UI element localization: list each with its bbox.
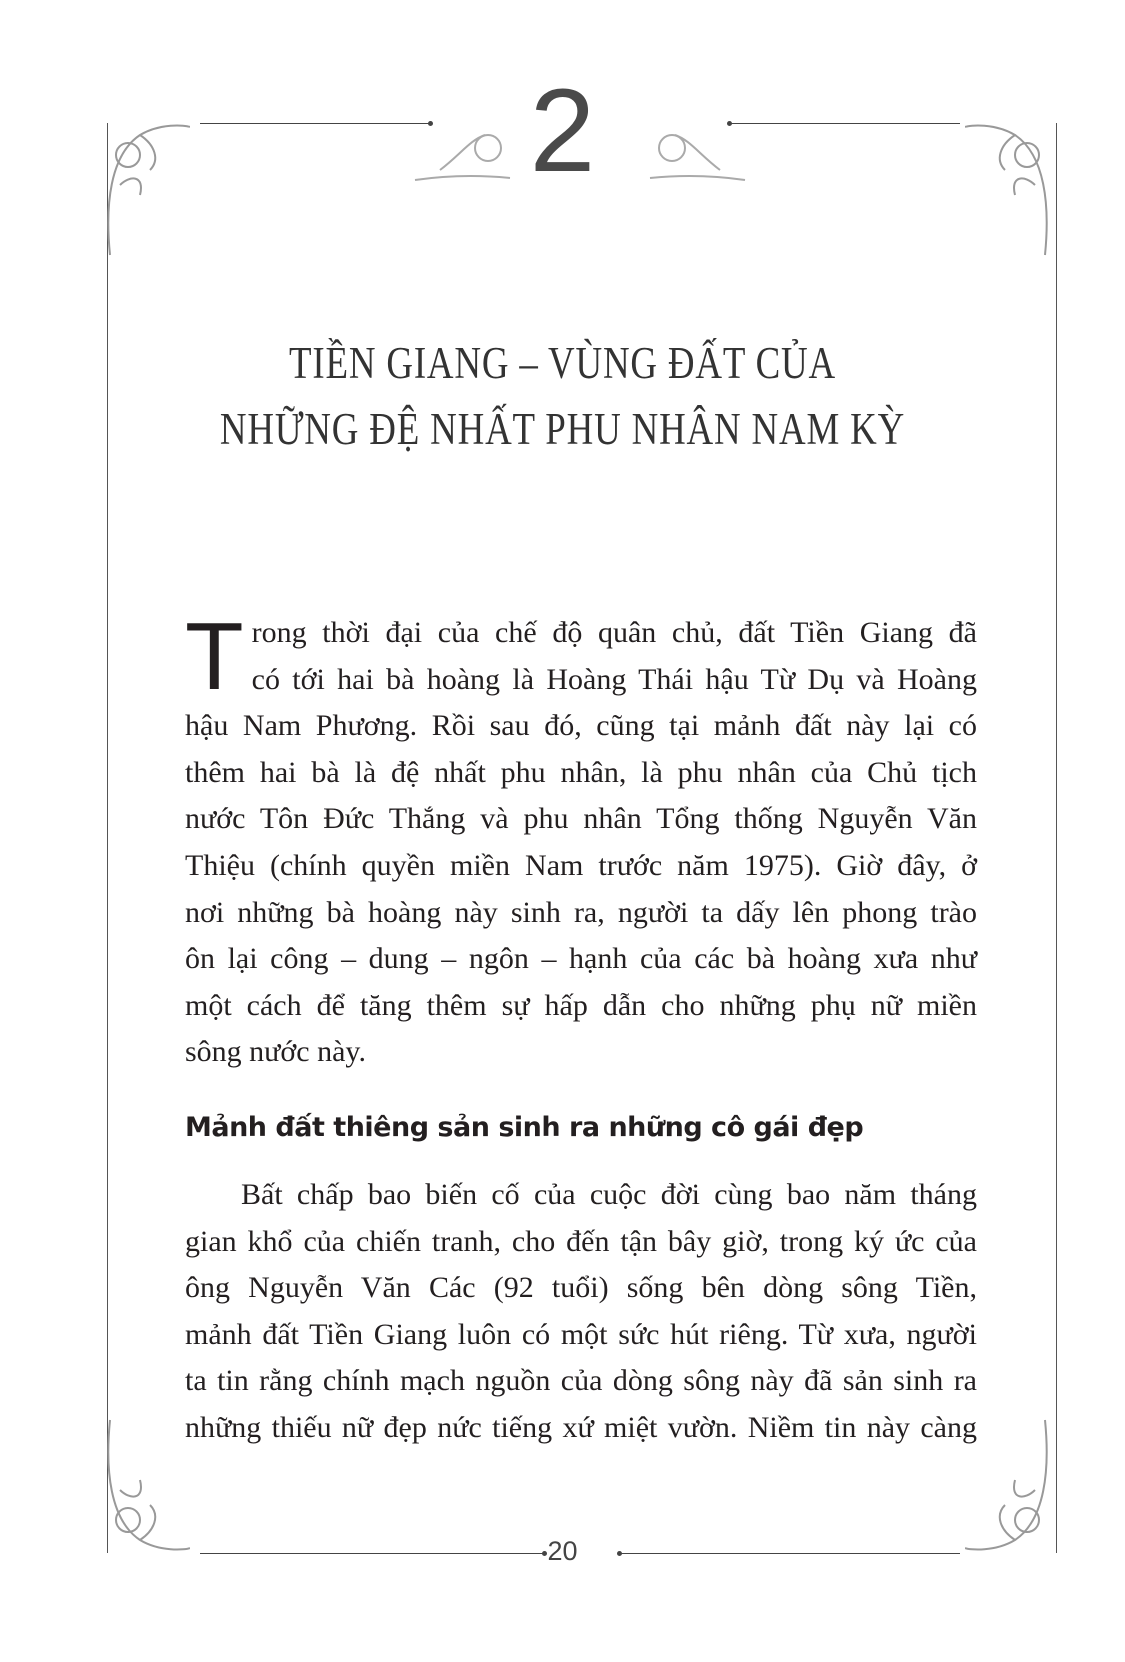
text-line: nước Tôn Đức Thắng và phu nhân Tổng thống Nguyễn Văn [185, 802, 977, 836]
chapter-number: 2 [529, 65, 596, 197]
text-line: ôn lại công – dung – ngôn – hạnh của các bà hoàng xưa như [185, 942, 977, 976]
drop-cap: T [185, 603, 244, 710]
text-line: gian khổ của chiến tranh, cho đến tận bây giờ, trong ký ức của [185, 1224, 977, 1258]
chapter-title-line: TIỀN GIANG – VÙNG ĐẤT CỦA [289, 338, 836, 388]
page-number: 20 [547, 1536, 578, 1566]
text-line: nơi những bà hoàng này sinh ra, người ta dấy lên phong trào [185, 895, 977, 929]
section-heading: Mảnh đất thiêng sản sinh ra những cô gái đẹp [185, 1112, 864, 1143]
text-line: những thiếu nữ đẹp nức tiếng xứ miệt vườn. Niềm tin này càng [185, 1410, 977, 1444]
text-line: rong thời đại của chế độ quân chủ, đất Tiền Giang đã [251, 616, 977, 649]
paragraph-intro [185, 603, 977, 1076]
text-line: thêm hai bà là đệ nhất phu nhân, là phu nhân của Chủ tịch [185, 755, 977, 789]
text-line: ta tin rằng chính mạch nguồn của dòng sông này đã sản sinh ra [185, 1364, 977, 1398]
text-line: sông nước này. [185, 1035, 366, 1069]
text-line: mảnh đất Tiền Giang luôn có một sức hút riêng. Từ xưa, người [185, 1317, 977, 1351]
text-line: một cách để tăng thêm sự hấp dẫn cho những phụ nữ miền [185, 988, 977, 1022]
text-line: hậu Nam Phương. Rồi sau đó, cũng tại mảnh đất này lại có [185, 709, 977, 743]
text-line: Thiệu (chính quyền miền Nam trước năm 1975). Giờ đây, ở [185, 848, 977, 882]
chapter-title-line: NHỮNG ĐỆ NHẤT PHU NHÂN NAM KỲ [219, 404, 906, 454]
text-line: Bất chấp bao biến cố của cuộc đời cùng bao năm tháng [241, 1178, 977, 1211]
text-line: ông Nguyễn Văn Các (92 tuổi) sống bên dòng sông Tiền, [185, 1271, 977, 1305]
chapter-title [101, 330, 1024, 462]
text-line: có tới hai bà hoàng là Hoàng Thái hậu Từ Dụ và Hoàng [251, 662, 977, 696]
paragraph-section [185, 1172, 977, 1452]
